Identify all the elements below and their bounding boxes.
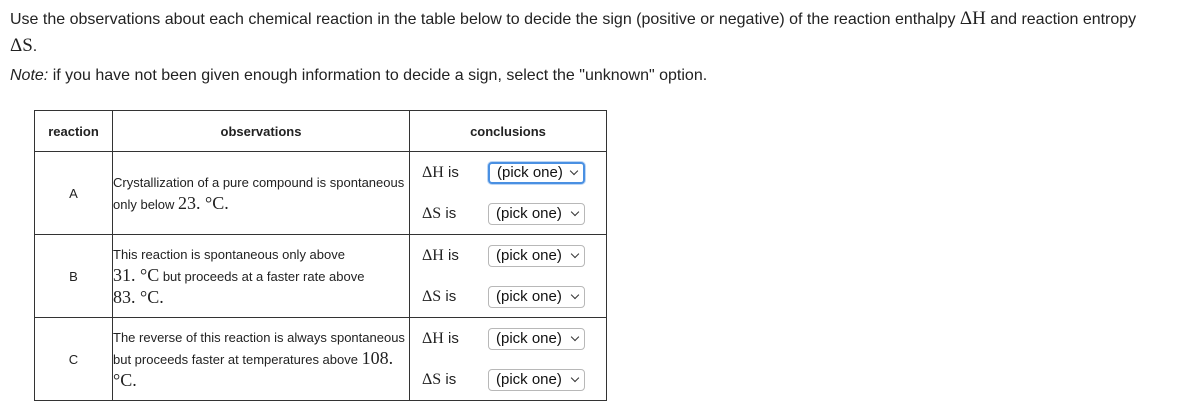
entropy-sign-dropdown[interactable]: [488, 203, 585, 225]
instructions-text-start: Use the observations about each chemical reaction in the table below to decide the sign (positive or negative) of the reaction enthalpy: [10, 11, 960, 28]
enthalpy-conclusion: [410, 235, 606, 276]
table-row: [35, 318, 607, 401]
entropy-symbol: ΔS: [422, 370, 442, 388]
reaction-label: A: [35, 152, 113, 235]
is-label: is: [443, 163, 459, 181]
note-label: Note:: [10, 67, 49, 84]
is-label: is: [441, 370, 457, 388]
enthalpy-symbol: ΔH: [422, 329, 444, 347]
observation-cell: [113, 318, 410, 401]
table-row: [35, 235, 607, 318]
observation-temperature: 31. °C: [113, 264, 160, 285]
chevron-down-icon: [571, 249, 579, 257]
entropy-symbol: ΔS: [422, 204, 442, 222]
header-conclusions: conclusions: [410, 111, 607, 152]
chevron-down-icon: [571, 373, 579, 381]
reaction-label: C: [35, 318, 113, 401]
observation-text: The reverse of this reaction is always spontaneous but proceeds faster at temperatures above: [113, 329, 405, 367]
enthalpy-conclusion: [410, 318, 606, 359]
observation-text: Crystallization of a pure compound is spontaneous only below: [113, 174, 405, 212]
observation-cell: [113, 235, 410, 318]
entropy-conclusion: [410, 276, 606, 317]
header-observations: observations: [113, 111, 410, 152]
observation-text: This reaction is spontaneous only above: [113, 246, 345, 262]
entropy-sign-dropdown[interactable]: [488, 369, 585, 391]
entropy-conclusion: [410, 193, 606, 234]
entropy-symbol: ΔS: [10, 35, 33, 56]
conclusion-cell: [410, 235, 607, 318]
enthalpy-sign-dropdown[interactable]: [488, 162, 585, 184]
is-label: is: [443, 246, 459, 264]
observation-temperature: 83. °C.: [113, 286, 164, 307]
dropdown-value: (pick one): [496, 330, 562, 347]
note-text: if you have not been given enough information to decide a sign, select the "unknown" option.: [48, 67, 708, 84]
instructions: [10, 6, 1190, 60]
dropdown-value: (pick one): [496, 371, 562, 388]
instructions-text-end: .: [32, 38, 38, 55]
observation-cell: [113, 152, 410, 235]
reaction-label: B: [35, 235, 113, 318]
enthalpy-symbol: ΔH: [422, 246, 444, 264]
is-label: is: [441, 287, 457, 305]
observation-text: but proceeds at a faster rate above: [159, 268, 365, 284]
chevron-down-icon: [571, 207, 579, 215]
instructions-text-middle: and reaction entropy: [985, 11, 1137, 28]
enthalpy-sign-dropdown[interactable]: [488, 328, 585, 350]
chevron-down-icon: [571, 332, 579, 340]
dropdown-value: (pick one): [496, 288, 562, 305]
enthalpy-sign-dropdown[interactable]: [488, 245, 585, 267]
observation-temperature: 23. °C.: [178, 192, 229, 213]
observation-temperature: 108. °C.: [113, 347, 394, 390]
chevron-down-icon: [571, 290, 579, 298]
dropdown-value: (pick one): [496, 205, 562, 222]
dropdown-value: (pick one): [497, 164, 563, 181]
is-label: is: [441, 204, 457, 222]
reaction-table: [34, 110, 607, 401]
dropdown-value: (pick one): [496, 247, 562, 264]
entropy-symbol: ΔS: [422, 287, 442, 305]
table-row: [35, 152, 607, 235]
conclusion-cell: [410, 318, 607, 401]
enthalpy-symbol: ΔH: [422, 163, 444, 181]
is-label: is: [443, 329, 459, 347]
enthalpy-symbol: ΔH: [959, 8, 986, 29]
entropy-conclusion: [410, 359, 606, 400]
table-header-row: [35, 111, 607, 152]
note: [10, 64, 707, 88]
enthalpy-conclusion: [410, 152, 606, 193]
header-reaction: reaction: [35, 111, 113, 152]
entropy-sign-dropdown[interactable]: [488, 286, 585, 308]
conclusion-cell: [410, 152, 607, 235]
chevron-down-icon: [570, 166, 578, 174]
